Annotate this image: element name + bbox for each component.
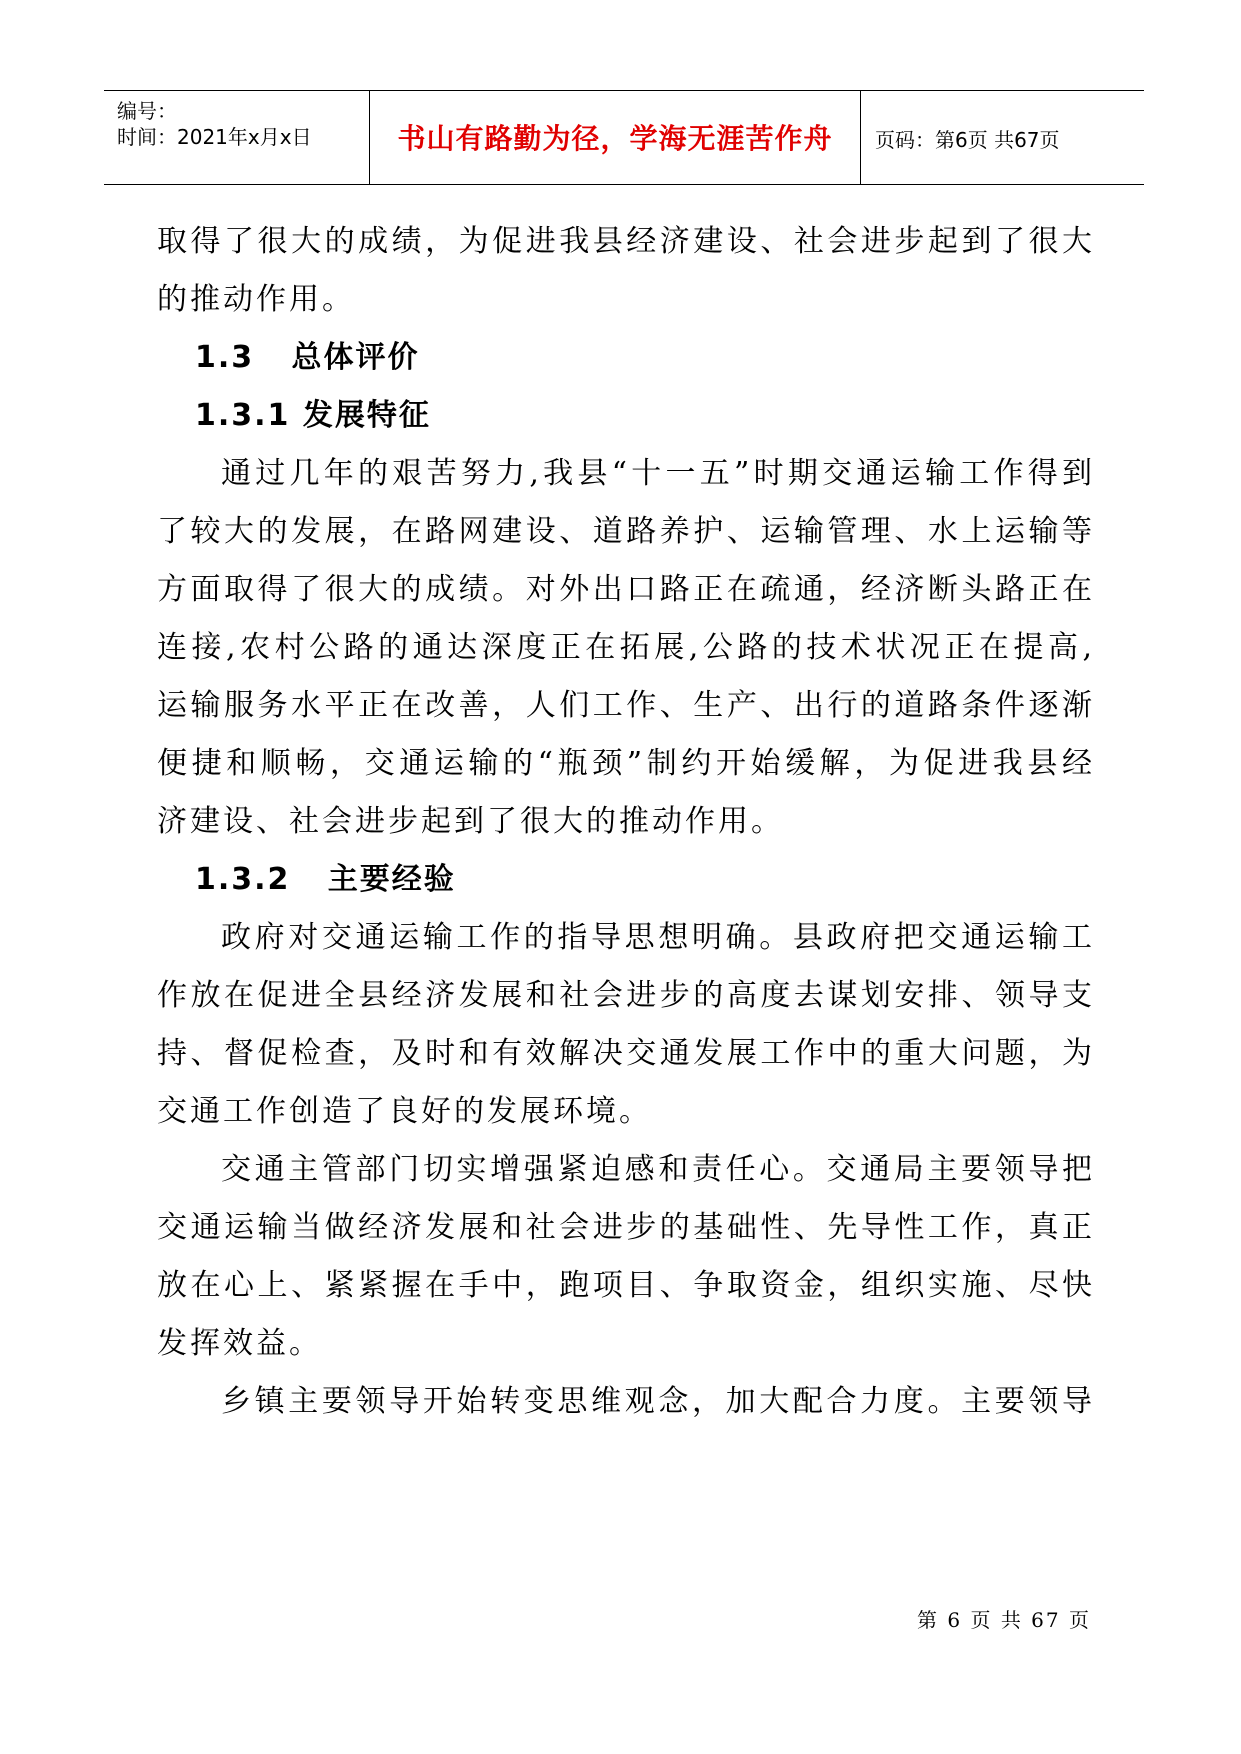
body-line: 便捷和顺畅，交通运输的“瓶颈”制约开始缓解，为促进我县经 [157, 746, 1092, 781]
body-line: 交通主管部门切实增强紧迫感和责任心。交通局主要领导把 [221, 1152, 1092, 1187]
header-motto-cell [370, 91, 861, 184]
body-line: 取得了很大的成绩，为促进我县经济建设、社会进步起到了很大 [157, 224, 1092, 259]
header-page-cell [861, 91, 1144, 184]
body-line: 政府对交通运输工作的指导思想明确。县政府把交通运输工 [221, 920, 1092, 955]
body-line: 通过几年的艰苦努力,我县“十一五”时期交通运输工作得到 [221, 456, 1092, 491]
section-title: 发展特征 [302, 398, 431, 433]
body-line: 作放在促进全县经济发展和社会进步的高度去谋划安排、领导支 [157, 978, 1092, 1013]
body-line: 济建设、社会进步起到了很大的推动作用。 [157, 804, 784, 839]
body-line: 乡镇主要领导开始转变思维观念，加大配合力度。主要领导 [221, 1384, 1092, 1419]
body-line: 放在心上、紧紧握在手中，跑项目、争取资金，组织实施、尽快 [157, 1268, 1092, 1303]
footer-page-number: 第 6 页 共 67 页 [917, 1608, 1091, 1632]
body-line: 运输服务水平正在改善，人们工作、生产、出行的道路条件逐渐 [157, 688, 1092, 723]
section-number: 1.3.1 [195, 398, 291, 433]
body-line: 连接,农村公路的通达深度正在拓展,公路的技术状况正在提高, [157, 630, 1092, 665]
body-line: 交通工作创造了良好的发展环境。 [157, 1094, 652, 1129]
body-line: 了较大的发展，在路网建设、道路养护、运输管理、水上运输等 [157, 514, 1092, 549]
header-left-cell [104, 91, 370, 184]
body-line: 发挥效益。 [157, 1326, 322, 1361]
document-number-label: 编号： [117, 99, 177, 123]
section-heading-1-3-2 [195, 860, 456, 900]
header-page-number: 页码：第6页 共67页 [875, 128, 1060, 152]
header-motto: 书山有路勤为径，学海无涯苦作舟 [397, 122, 833, 155]
body-line: 方面取得了很大的成绩。对外出口路正在疏通，经济断头路正在 [157, 572, 1092, 607]
section-title: 主要经验 [327, 862, 456, 897]
section-title: 总体评价 [291, 340, 420, 375]
section-heading-1-3-1 [195, 396, 431, 436]
section-number: 1.3 [195, 340, 255, 375]
section-number: 1.3.2 [195, 862, 291, 897]
section-heading-1-3 [195, 338, 420, 378]
body-line: 交通运输当做经济发展和社会进步的基础性、先导性工作，真正 [157, 1210, 1092, 1245]
body-line: 持、督促检查，及时和有效解决交通发展工作中的重大问题，为 [157, 1036, 1092, 1071]
document-time-label: 时间：2021年x月x日 [117, 125, 312, 149]
document-header [104, 90, 1144, 185]
body-line: 的推动作用。 [157, 282, 355, 317]
